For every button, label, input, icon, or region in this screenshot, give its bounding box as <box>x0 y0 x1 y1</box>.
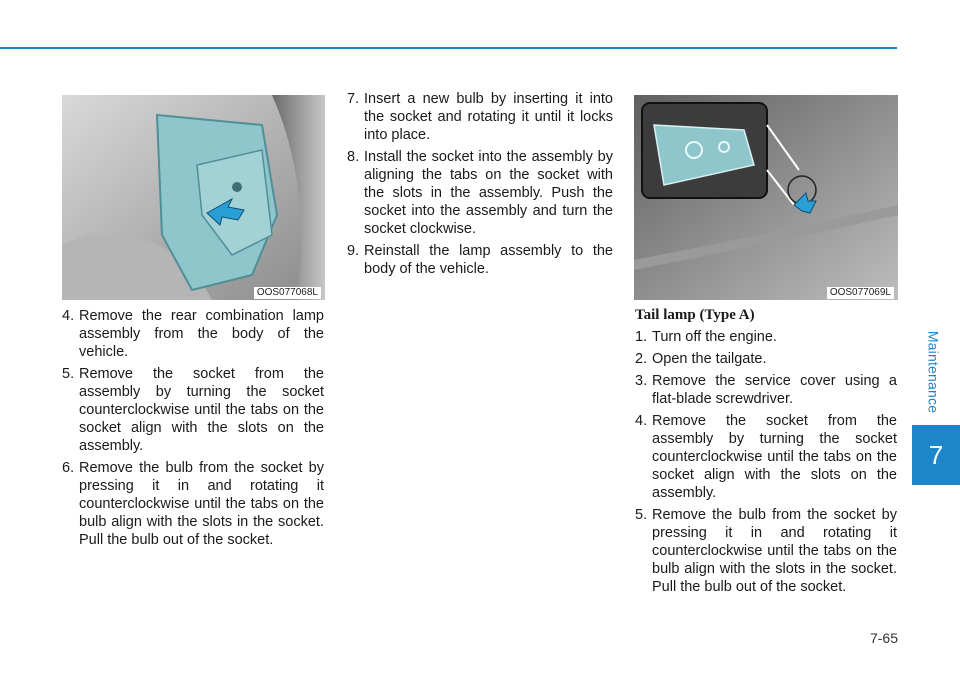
step-item <box>62 459 324 549</box>
figure-rear-lamp-removal <box>62 95 325 300</box>
chapter-side-tab <box>920 330 948 425</box>
figure-code: OOS077068L <box>254 287 321 299</box>
step-item <box>347 242 613 278</box>
step-text: Reinstall the lamp assembly to the body of the vehicle. <box>364 243 613 277</box>
step-number: 6. <box>62 460 75 476</box>
chapter-title: Maintenance <box>925 330 942 414</box>
step-number: 2. <box>635 351 648 367</box>
step-item <box>347 148 613 238</box>
step-number: 4. <box>635 413 648 429</box>
steps-right-column <box>635 328 897 600</box>
step-text: Remove the service cover using a flat-blade screwdriver. <box>652 373 897 407</box>
step-number: 8. <box>347 149 360 165</box>
step-text: Remove the socket from the assembly by turning the socket counterclockwise until the tabs on the socket align with the slots on the assembly. <box>652 413 897 501</box>
step-number: 5. <box>62 366 75 382</box>
step-text: Remove the rear combination lamp assembly from the body of the vehicle. <box>79 308 324 360</box>
figure-service-cover <box>634 95 898 300</box>
step-text: Remove the bulb from the socket by pressing it in and rotating it counterclockwise until the tabs on the bulb align with the slots in the socket. Pull the bulb out of the socket. <box>652 507 897 595</box>
step-number: 5. <box>635 507 648 523</box>
chapter-number-badge: 7 <box>912 425 960 485</box>
steps-middle-column <box>347 90 613 282</box>
step-item <box>62 307 324 361</box>
step-number: 3. <box>635 373 648 389</box>
step-text: Remove the socket from the assembly by turning the socket counterclockwise until the tabs on the socket align with the slots on the assembly. <box>79 366 324 454</box>
page-number: 7-65 <box>869 630 898 646</box>
step-item <box>635 328 897 346</box>
header-rule <box>0 47 897 49</box>
steps-left-column <box>62 307 324 553</box>
step-text: Remove the bulb from the socket by pressing it in and rotating it counterclockwise until the tabs on the bulb align with the slots in the socket. Pull the bulb out of the socket. <box>79 460 324 548</box>
step-item <box>635 412 897 502</box>
step-text: Install the socket into the assembly by aligning the tabs on the socket with the slots in the assembly. Push the socket into the assembly and turn the socket clockwise. <box>364 149 613 237</box>
step-number: 4. <box>62 308 75 324</box>
step-text: Insert a new bulb by inserting it into the socket and rotating it until it locks into place. <box>364 91 613 143</box>
step-item <box>635 350 897 368</box>
step-item <box>347 90 613 144</box>
step-text: Turn off the engine. <box>652 329 777 345</box>
section-title: Tail lamp (Type A) <box>635 307 755 323</box>
figure-code: OOS077069L <box>827 287 894 299</box>
step-number: 1. <box>635 329 648 345</box>
step-item <box>62 365 324 455</box>
step-text: Open the tailgate. <box>652 351 767 367</box>
rear-lamp-illustration <box>62 95 325 300</box>
tail-lamp-illustration <box>634 95 898 300</box>
step-number: 7. <box>347 91 360 107</box>
step-number: 9. <box>347 243 360 259</box>
step-item <box>635 372 897 408</box>
step-item <box>635 506 897 596</box>
